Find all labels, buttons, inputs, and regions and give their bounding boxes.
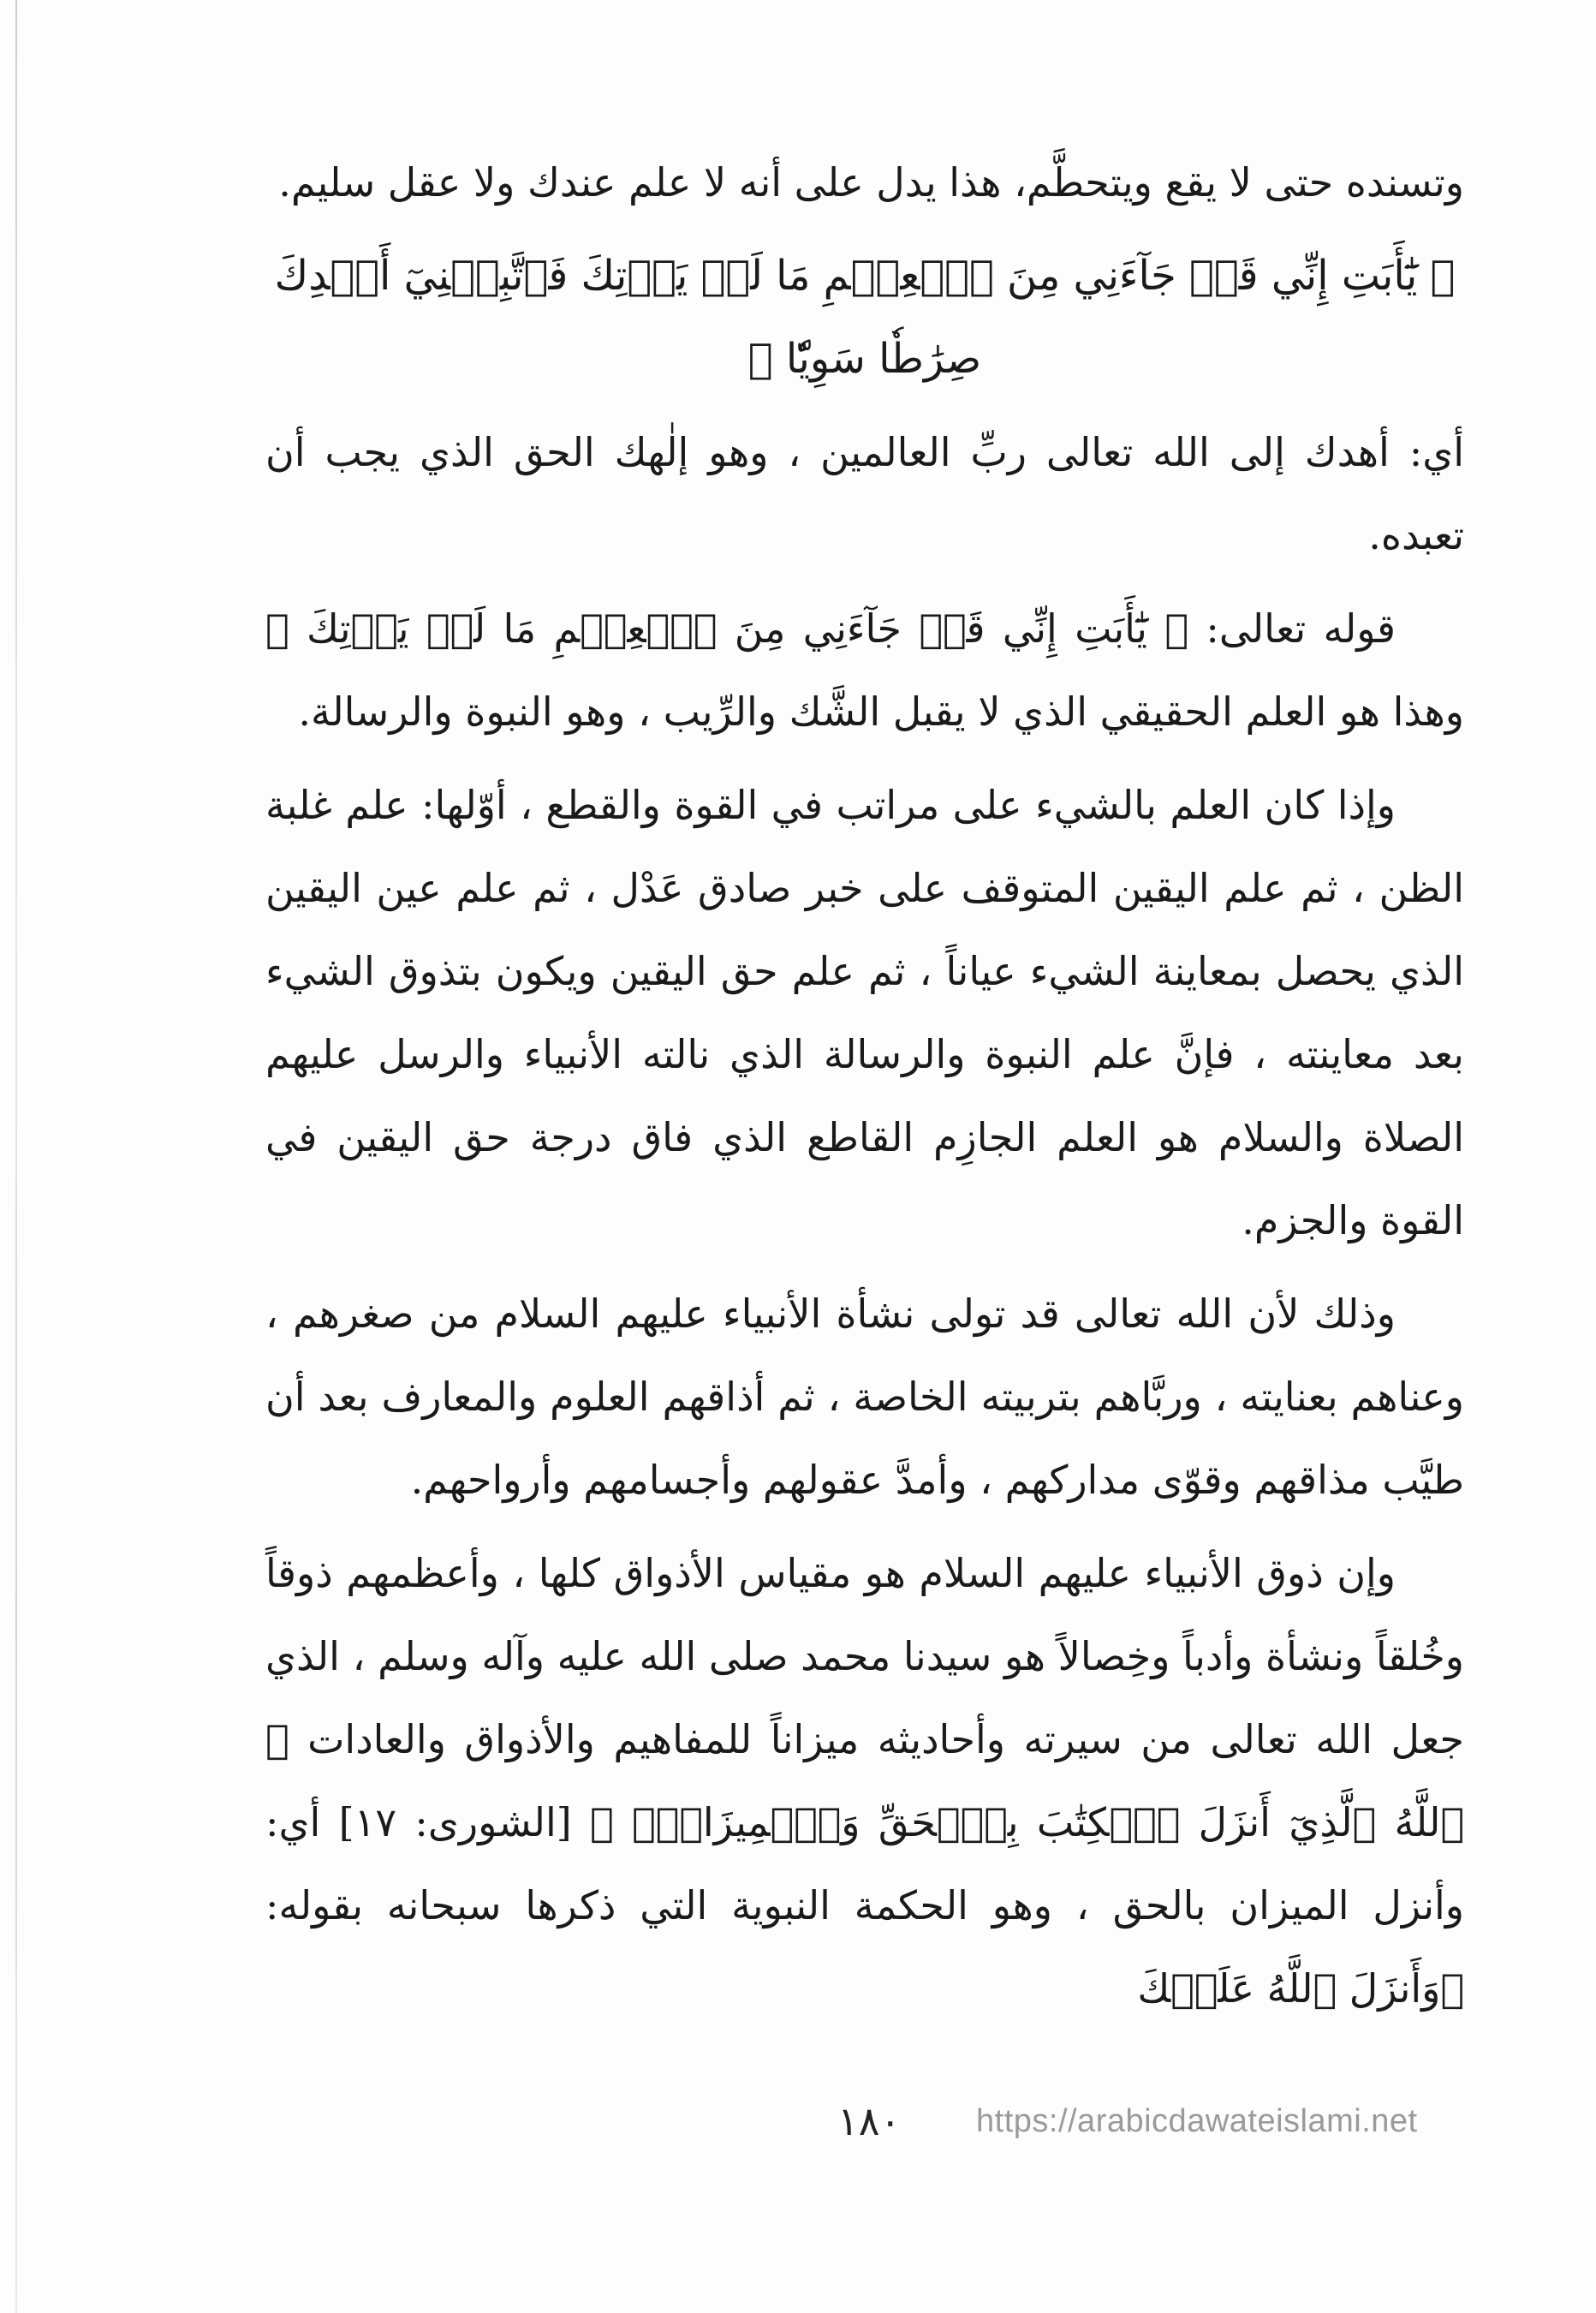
page-footer — [0, 2098, 1596, 2149]
quran-verse-1: ﴿ يَٰٓأَبَتِ إِنِّي قَدۡ جَآءَنِي مِنَ ٱلۡعِلۡمِ مَا لَمۡ يَأۡتِكَ فَٱتَّبِعۡنِيٓ أَهۡدِكَ صِرَٰطٗا سَوِيّٗا ﴾ — [274, 252, 1456, 383]
page-binding-edge — [15, 0, 17, 2313]
watermark-url[interactable]: https://arabicdawateislami.net — [976, 2103, 1418, 2139]
paragraph-4: وإذا كان العلم بالشيء على مراتب في القوة والقطع ، أوّلها: علم غلبة الظن ، ثم علم اليقين المتوقف على خبر صادق عَدْل ، ثم علم عين اليقين الذي يحصل بمعاينة الشيء عياناً ، ثم علم حق اليقين ويكون بتذوق الشيء بعد معاينته ، فإنَّ علم النبوة والرسالة الذي نالته الأنبياء والرسل عليهم الصلاة والسلام هو العلم الجازِم القاطع الذي فاق درجة حق اليقين في القوة والجزم. — [265, 782, 1464, 1243]
body-text — [265, 141, 1464, 2041]
paragraph-1: وتسنده حتى لا يقع ويتحطَّم، هذا يدل على أنه لا علم عندك ولا عقل سليم. — [278, 159, 1464, 206]
paragraph-2: أي: أهدك إلى الله تعالى ربِّ العالمين ، وهو إلٰهك الحق الذي يجب أن تعبده. — [265, 429, 1464, 558]
paragraph-6: وإن ذوق الأنبياء عليهم السلام هو مقياس الأذواق كلها ، وأعظمهم ذوقاً وخُلقاً ونشأة وأدباً وخِصالاً هو سيدنا محمد صلى الله عليه وآله وسلم ، الذي جعل الله تعالى من سيرته وأحاديثه ميزاناً للمفاهيم والأذواق والعادات ﴿ ٱللَّهُ ٱلَّذِيٓ أَنزَلَ ٱلۡكِتَٰبَ بِٱلۡحَقِّ وَٱلۡمِيزَانَۗ ﴾ [الشورى: ١٧] أي: وأنزل الميزان بالحق ، وهو الحكمة النبوية التي ذكرها سبحانه بقوله: ﴿وَأَنزَلَ ٱللَّهُ عَلَيۡكَ — [265, 1550, 1464, 2012]
page-number: ١٨٠ — [837, 2098, 902, 2144]
paragraph-5: وذلك لأن الله تعالى قد تولى نشأة الأنبياء عليهم السلام من صغرهم ، وعناهم بعنايته ، وربَّاهم بتربيته الخاصة ، ثم أذاقهم العلوم والمعارف بعد أن طيَّب مذاقهم وقوّى مداركهم ، وأمدَّ عقولهم وأجسامهم وأرواحهم. — [265, 1291, 1464, 1503]
paragraph-3: قوله تعالى: ﴿ يَٰٓأَبَتِ إِنِّي قَدۡ جَآءَنِي مِنَ ٱلۡعِلۡمِ مَا لَمۡ يَأۡتِكَ ﴾ وهذا هو العلم الحقيقي الذي لا يقبل الشَّك والرِّيب ، وهو النبوة والرسالة. — [265, 605, 1464, 735]
